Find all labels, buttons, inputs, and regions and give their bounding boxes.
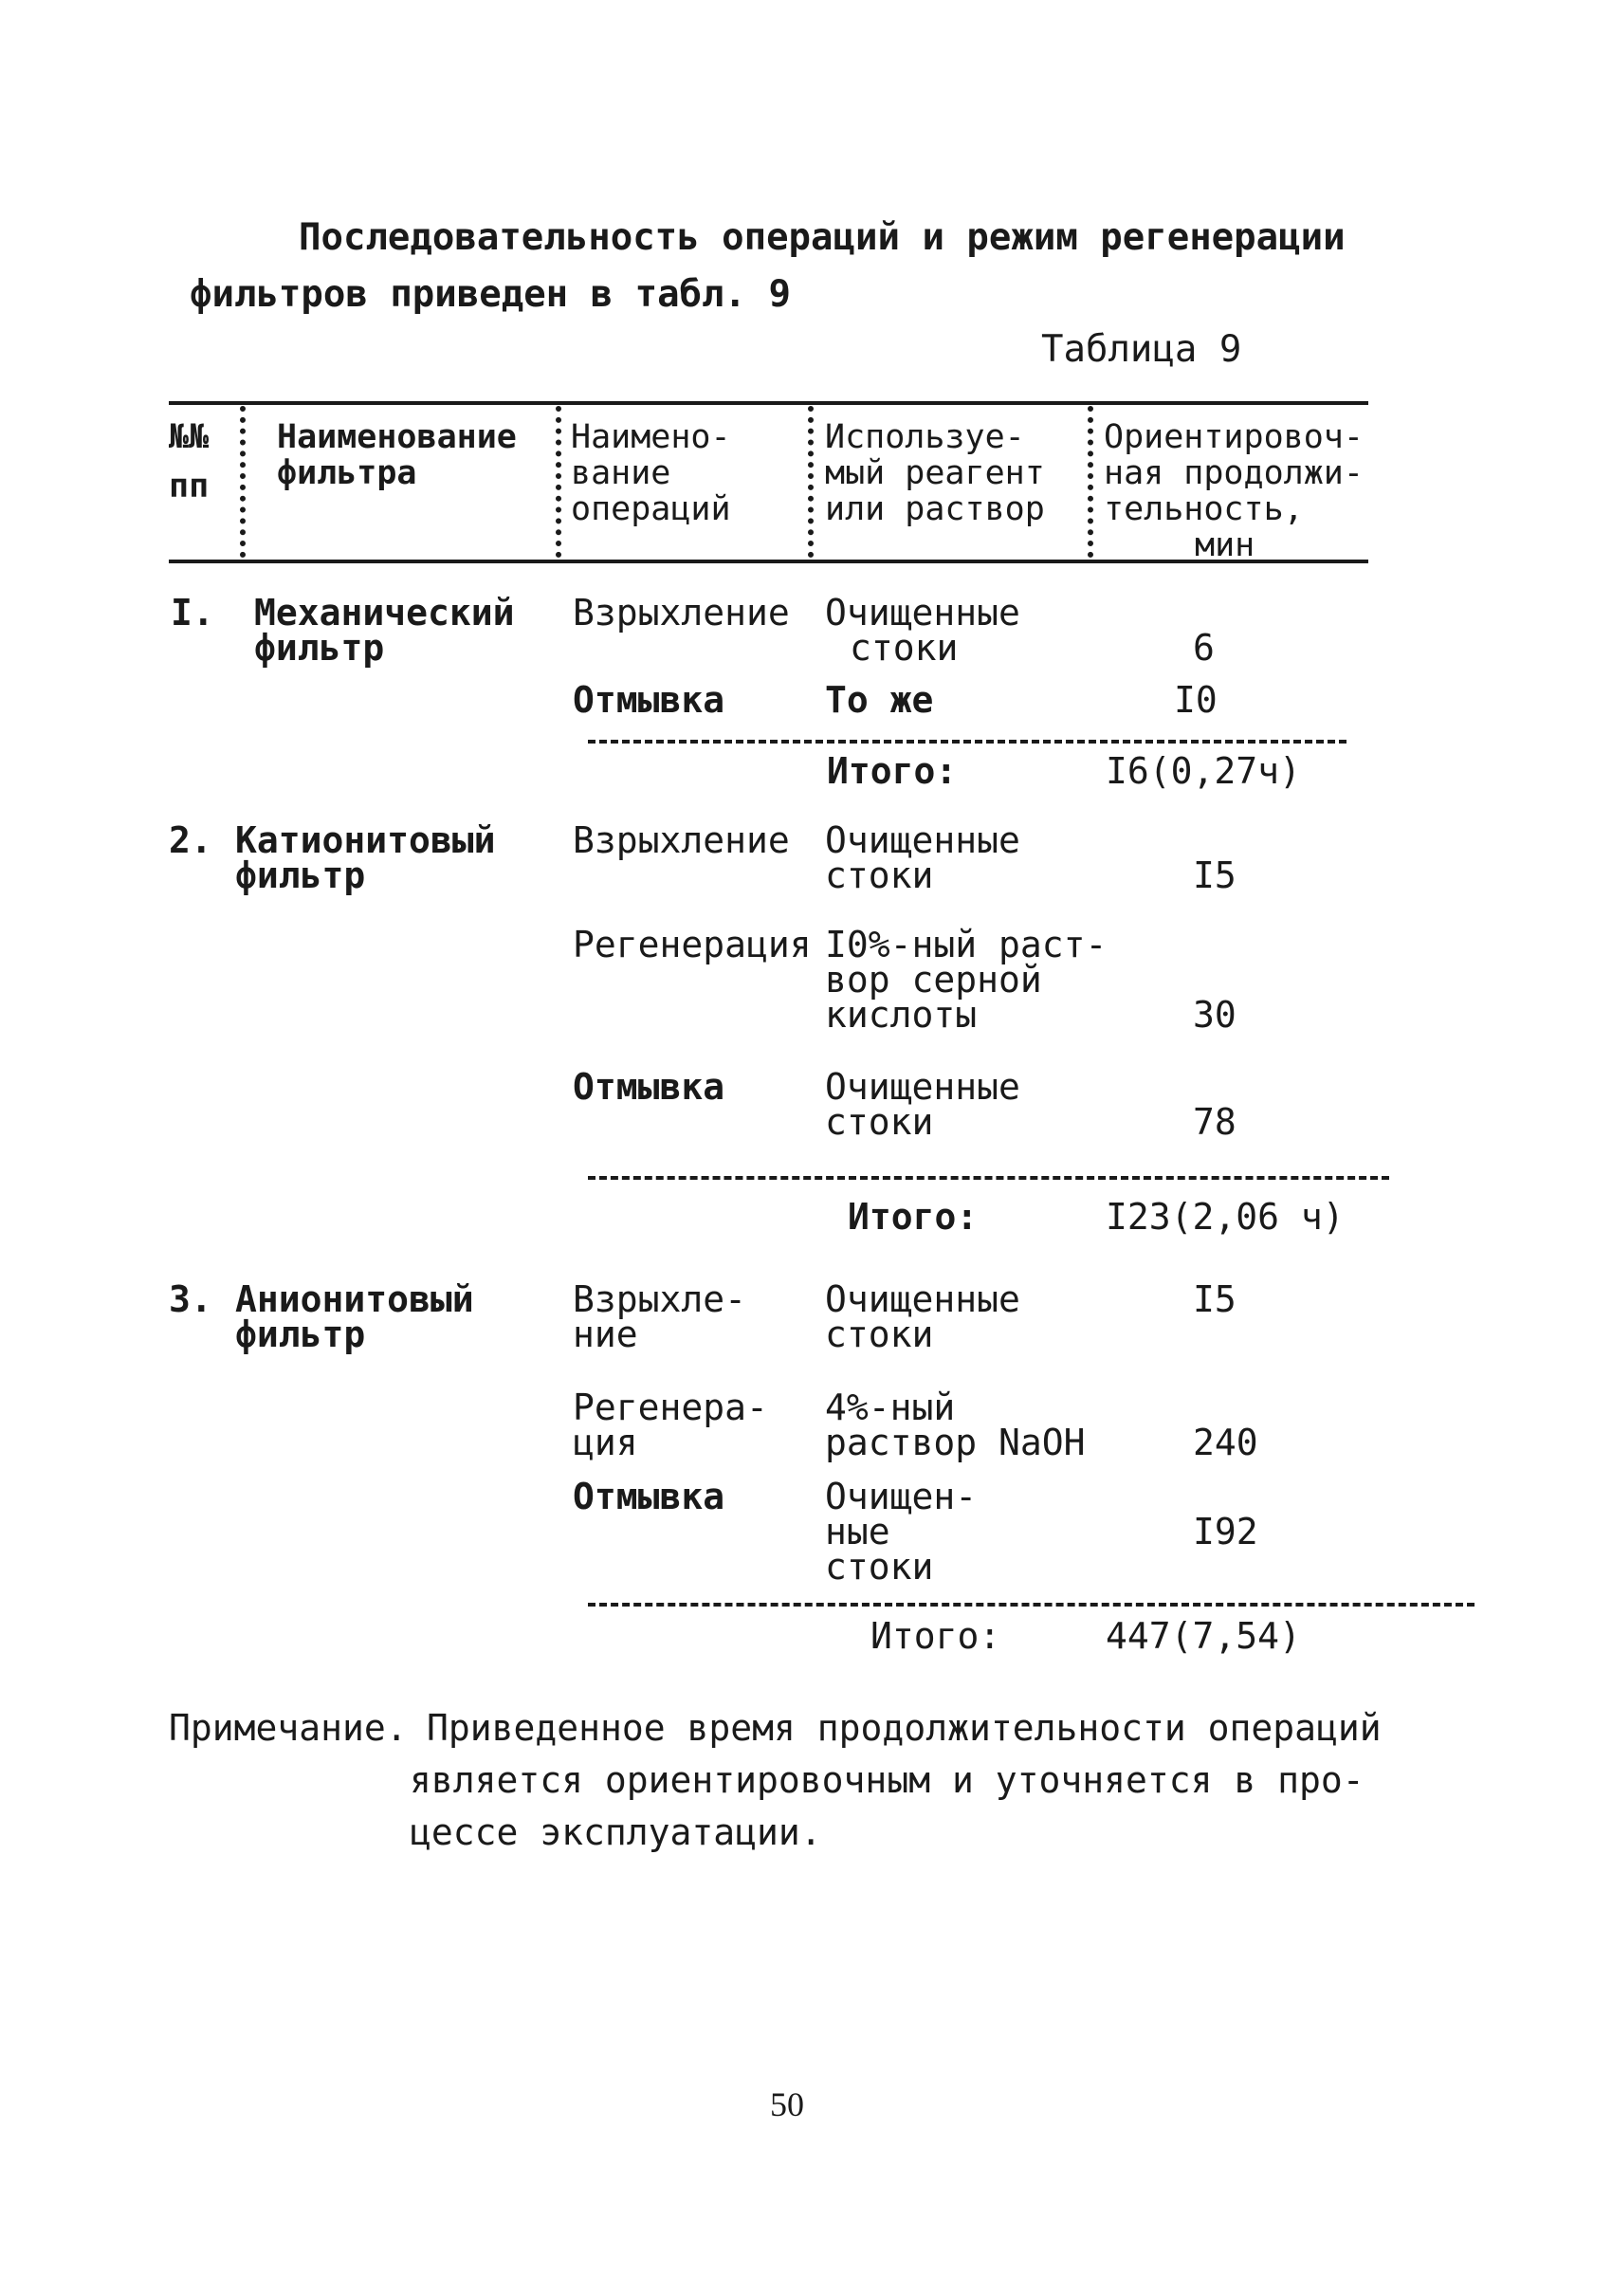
row-3-total-value: 447(7,54) xyxy=(1106,1615,1301,1657)
row-1-filter-name: Механический фильтр xyxy=(254,592,515,669)
row-2-filter-name: Катионитовый фильтр xyxy=(235,819,496,896)
row-2-total-rule xyxy=(588,1176,1389,1180)
row-3-duration-1: I5 xyxy=(1193,1278,1236,1320)
row-2-total-value: I23(2,06 ч) xyxy=(1106,1196,1345,1238)
row-1-duration-2: I0 xyxy=(1174,679,1218,721)
header-operation: Наимено- вание операций xyxy=(571,418,731,528)
row-1-number: I. xyxy=(171,592,214,634)
row-1-op-2: Отмывка xyxy=(573,679,725,721)
row-2-number: 2. xyxy=(169,819,212,861)
page-number: 50 xyxy=(770,2085,804,2123)
header-separator-4 xyxy=(1088,406,1093,558)
row-3-reagent-1: Очищенные стоки xyxy=(825,1278,1020,1355)
row-1-reagent-2: То же xyxy=(825,679,934,721)
row-3-reagent-3: Очищен- ные стоки xyxy=(825,1476,978,1588)
table-top-rule xyxy=(169,401,1368,405)
header-separator-3 xyxy=(808,406,814,558)
header-separator-2 xyxy=(556,406,561,558)
header-reagent: Используе- мый реагент или раствор xyxy=(825,418,1045,528)
row-1-total-rule xyxy=(588,740,1346,744)
row-2-total-label: Итого: xyxy=(848,1196,979,1238)
header-separator-1 xyxy=(240,406,246,558)
header-num: №№ пп xyxy=(169,418,210,505)
row-3-op-2: Регенера- ция xyxy=(573,1387,768,1463)
row-3-op-1: Взрыхле- ние xyxy=(573,1278,747,1355)
header-filter: Наименование фильтра xyxy=(277,418,517,492)
row-2-op-2: Регенерация xyxy=(573,924,812,965)
row-2-reagent-1: Очищенные стоки xyxy=(825,819,1020,896)
note-line-1: Приведенное время продолжительности операций xyxy=(427,1707,1382,1749)
row-3-total-label: Итого: xyxy=(870,1615,1001,1657)
row-2-reagent-2: I0%-ный раст- вор серной кислоты xyxy=(825,924,1108,1036)
row-1-reagent-1: Очищенные стоки xyxy=(825,592,1020,669)
row-3-number: 3. xyxy=(169,1278,212,1320)
note-line-3: цессе эксплуатации. xyxy=(410,1811,822,1853)
row-1-total-label: Итого: xyxy=(827,750,958,792)
note-line-2: является ориентировочным и уточняется в про- xyxy=(410,1759,1365,1801)
row-2-duration-2: 30 xyxy=(1193,994,1236,1036)
row-3-duration-3: I92 xyxy=(1193,1511,1258,1552)
row-1-duration-1: 6 xyxy=(1193,627,1215,669)
table-caption: Таблица 9 xyxy=(1041,328,1242,371)
intro-line-2: фильтров приведен в табл. 9 xyxy=(190,273,791,316)
row-2-duration-1: I5 xyxy=(1193,854,1236,896)
header-duration: Ориентировоч- ная продолжи- тельность, мин xyxy=(1104,418,1364,564)
row-1-op-1: Взрыхление xyxy=(573,592,790,634)
row-1-total-value: I6(0,27ч) xyxy=(1106,750,1301,792)
row-3-reagent-2: 4%-ный раствор NaOH xyxy=(825,1387,1086,1463)
row-3-filter-name: Анионитовый фильтр xyxy=(235,1278,474,1355)
row-2-duration-3: 78 xyxy=(1193,1101,1236,1143)
row-3-duration-2: 240 xyxy=(1193,1422,1258,1463)
row-2-reagent-3: Очищенные стоки xyxy=(825,1066,1020,1143)
intro-line-1: Последовательность операций и режим регенерации xyxy=(299,216,1346,259)
row-2-op-3: Отмывка xyxy=(573,1066,725,1108)
row-2-op-1: Взрыхление xyxy=(573,819,790,861)
row-3-total-rule xyxy=(588,1603,1475,1607)
row-3-op-3: Отмывка xyxy=(573,1476,725,1517)
note-label: Примечание. xyxy=(169,1707,408,1749)
